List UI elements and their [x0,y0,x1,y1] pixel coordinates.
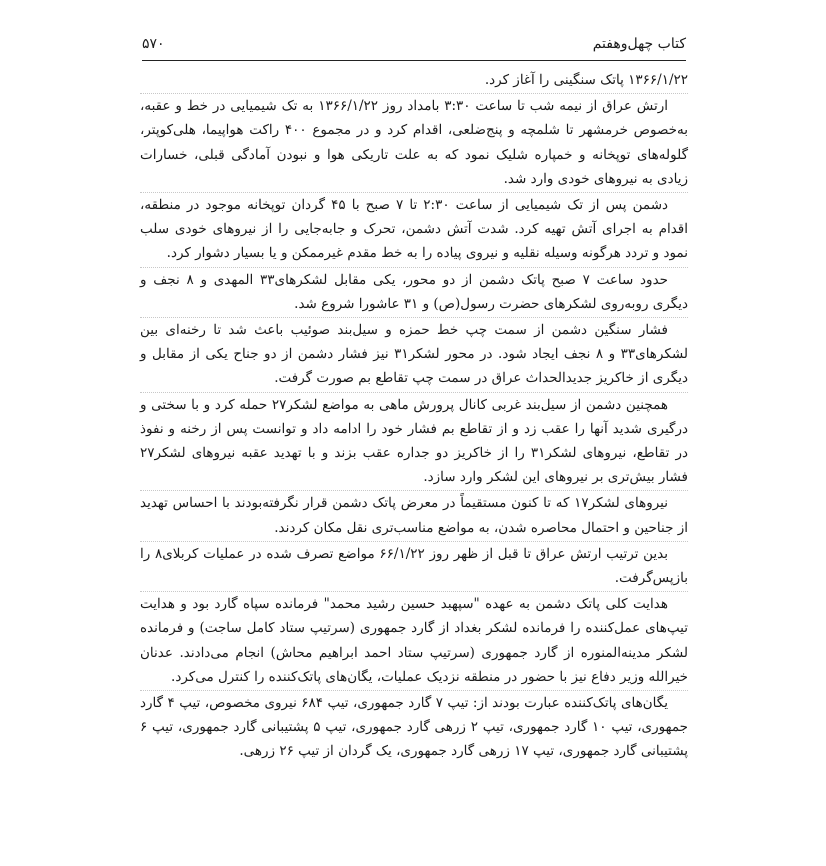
paragraph: بدین ترتیب ارتش عراق تا قبل از ظهر روز ۶۶/۱/۲۲ مواضع تصرف شده در عملیات کربلای۸ را بازپس‌گرفت. [140,545,688,587]
book-title: کتاب چهل‌وهفتم [592,36,686,52]
paragraph: یگان‌های پاتک‌کننده عبارت بودند از: تیپ ۷ گارد جمهوری، تیپ ۶۸۴ نیروی مخصوص، تیپ ۴ گارد جمهوری، تیپ ۱۰ گارد جمهوری، تیپ ۲ زرهی گارد جمهوری، تیپ ۵ پشتیبانی گارد جمهوری، تیپ ۶ پشتیبانی گارد جمهوری، تیپ ۱۷ زرهی گارد جمهوری، یک گردان از تیپ ۲۶ زرهی. [140,695,688,760]
paragraph: هدایت کلی پاتک دشمن به عهده "سپهبد حسین رشید محمد" فرمانده سپاه گارد بود و هدایت تیپ‌های عمل‌کننده را فرمانده لشکر بغداد از گارد جمهوری (سرتیپ ستاد کامل ساجت) و فرمانده لشکر مدینه‌المنوره از گارد جمهوری (سرتیپ ستاد احمد ابراهیم محاش) انجام می‌دادند. عدنان خیرالله وزیر دفاع نیز با حضور در منطقه نزدیک عملیات، یگان‌های پاتک‌کننده را کنترل می‌کرد. [140,596,688,685]
body-text [140,68,688,764]
paragraph: حدود ساعت ۷ صبح پاتک دشمن از دو محور، یکی مقابل لشکرهای۳۳ المهدی و ۸ نجف و دیگری روبه‌روی لشکرهای حضرت رسول(ص) و ۳۱ عاشورا شروع شد. [140,271,688,312]
paragraph: نیروهای لشکر۱۷ که تا کنون مستقیماً در معرض پاتک دشمن قرار نگرفته‌بودند با احساس تهدید از جناحین و احتمال محاصره شدن، به مواضع مناسب‌تری نقل مکان کردند. [140,495,688,536]
page-number: ۵۷۰ [142,36,165,52]
paragraph: همچنین دشمن از سیل‌بند غربی کانال پرورش ماهی به مواضع لشکر۲۷ حمله کرد و با سختی و درگیری شدید آنها را عقب زد و از تقاطع بم فشار خود را ادامه داد و توانست پس از رخنه و نفوذ در تقاطع، نیروهای لشکر۳۱ را از خاکریز دو جداره عقب بزند و با تهدید عقبه نیروهای لشکر۲۷ فشار بیش‌تری بر نیروهای این لشکر وارد سازد. [140,396,688,486]
running-header [142,36,686,58]
paragraph: فشار سنگین دشمن از سمت چپ خط حمزه و سیل‌بند صوئیب باعث شد تا رخنه‌ای بین لشکرهای۳۳ و ۸ نجف ایجاد شود. در محور لشکر۳۱ نیز فشار دشمن از دو جناح یکی از مقابل و دیگری از خاکریز جدیدالحداث عراق در سمت چپ تقاطع بم صورت گرفت. [140,322,688,387]
paragraph: ارتش عراق از نیمه شب تا ساعت ۳:۳۰ بامداد روز ۱۳۶۶/۱/۲۲ به تک شیمیایی در خط و عقبه، به‌خصوص خرمشهر تا شلمچه و پنج‌ضلعی، اقدام کرد و در مجموع ۴۰۰ راکت هواپیما، هلی‌کوپتر، گلوله‌های توپخانه و خمپاره شلیک نمود که به علت تاریکی هوا و نبودن آمادگی قبلی، خسارات زیادی به نیروهای خودی وارد شد. [140,98,689,187]
header-rule [142,60,686,61]
paragraph: دشمن پس از تک شیمیایی از ساعت ۲:۳۰ تا ۷ صبح با ۴۵ گردان توپخانه موجود در منطقه، اقدام به اجرای آتش تهیه کرد. شدت آتش دشمن، تحرک و جابه‌جایی را از نیروهای خودی سلب نمود و تردد هرگونه وسیله نقلیه و نیروی پیاده را به خط مقدم غیرممکن و یا بسیار دشوار کرد. [140,197,688,262]
paragraph: ۱۳۶۶/۱/۲۲ پاتک سنگینی را آغاز کرد. [484,72,688,88]
